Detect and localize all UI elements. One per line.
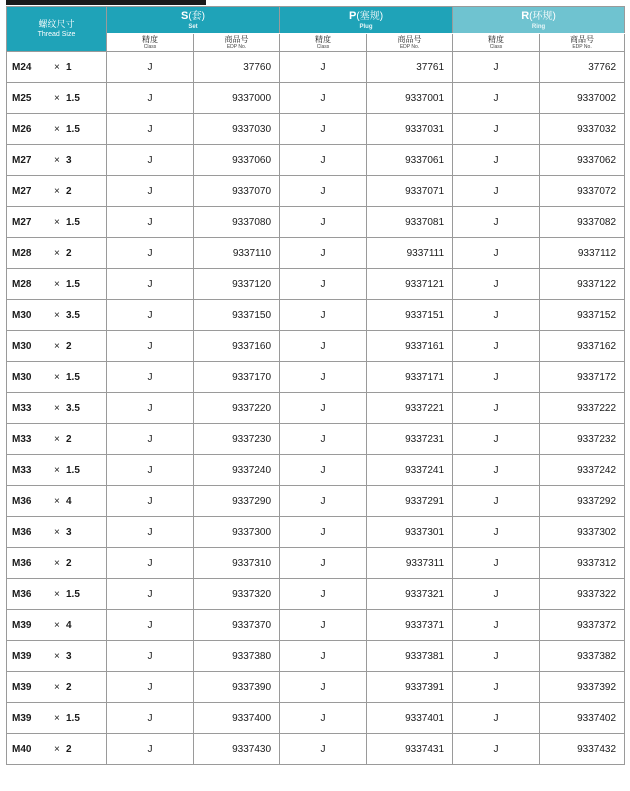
ring-edp-cell: 9337082	[540, 207, 625, 238]
plug-edp-cell: 9337221	[367, 393, 453, 424]
thread-pitch: 3	[66, 154, 72, 166]
plug-class-cell: J	[280, 517, 367, 548]
edp-en: EDP No.	[399, 44, 420, 50]
set-zh: (套)	[188, 10, 206, 22]
set-edp-cell: 9337120	[194, 269, 280, 300]
plug-group-header	[280, 7, 453, 34]
thread-size-cell	[7, 424, 107, 455]
thread-pitch: 3.5	[66, 309, 80, 321]
set-class-cell: J	[107, 734, 194, 765]
plug-class-cell: J	[280, 300, 367, 331]
set-class-cell: J	[107, 331, 194, 362]
thread-diameter: M26	[12, 123, 32, 135]
ring-edp-cell: 9337032	[540, 114, 625, 145]
times-sign: ×	[54, 557, 60, 569]
plug-edp-cell: 9337171	[367, 362, 453, 393]
set-edp-cell: 9337320	[194, 579, 280, 610]
ring-class-cell: J	[453, 424, 540, 455]
times-sign: ×	[54, 464, 60, 476]
plug-edp-cell: 9337061	[367, 145, 453, 176]
ring-edp-cell: 9337162	[540, 331, 625, 362]
ring-class-cell: J	[453, 610, 540, 641]
plug-edp-cell: 9337071	[367, 176, 453, 207]
times-sign: ×	[54, 123, 60, 135]
thread-pitch: 1.5	[66, 92, 80, 104]
edp-zh: 商品号	[224, 35, 249, 44]
set-class-cell: J	[107, 145, 194, 176]
plug-class-cell: J	[280, 176, 367, 207]
edp-en: EDP No.	[572, 44, 592, 50]
times-sign: ×	[54, 216, 60, 228]
plug-class-cell: J	[280, 52, 367, 83]
class-en: Class	[316, 44, 330, 50]
plug-class-cell: J	[280, 269, 367, 300]
ring-class-cell: J	[453, 269, 540, 300]
set-class-cell: J	[107, 176, 194, 207]
table-row	[7, 455, 625, 486]
thread-diameter: M39	[12, 712, 32, 724]
thread-size-cell	[7, 52, 107, 83]
thread-diameter: M28	[12, 247, 32, 259]
class-zh: 精度	[315, 35, 332, 44]
table-row	[7, 207, 625, 238]
table-row	[7, 424, 625, 455]
ring-edp-cell: 9337152	[540, 300, 625, 331]
ring-edp-cell: 37762	[540, 52, 625, 83]
ring-class-cell: J	[453, 641, 540, 672]
set-letter: S	[181, 9, 189, 22]
ring-class-cell: J	[453, 238, 540, 269]
plug-edp-cell: 9337391	[367, 672, 453, 703]
ring-edp-header	[540, 34, 625, 52]
thread-size-cell	[7, 393, 107, 424]
set-class-cell: J	[107, 362, 194, 393]
set-class-cell: J	[107, 455, 194, 486]
plug-class-header	[280, 34, 367, 52]
times-sign: ×	[54, 619, 60, 631]
plug-class-cell: J	[280, 238, 367, 269]
times-sign: ×	[54, 340, 60, 352]
ring-class-cell: J	[453, 486, 540, 517]
ring-class-cell: J	[453, 393, 540, 424]
thread-diameter: M27	[12, 216, 32, 228]
table-row	[7, 734, 625, 765]
ring-class-cell: J	[453, 114, 540, 145]
thread-diameter: M30	[12, 309, 32, 321]
times-sign: ×	[54, 743, 60, 755]
thread-size-cell	[7, 83, 107, 114]
plug-class-cell: J	[280, 734, 367, 765]
thread-size-cell	[7, 548, 107, 579]
thread-size-cell	[7, 145, 107, 176]
ring-edp-cell: 9337242	[540, 455, 625, 486]
plug-edp-cell: 9337151	[367, 300, 453, 331]
table-row	[7, 331, 625, 362]
thread-size-cell	[7, 114, 107, 145]
thread-pitch: 1	[66, 61, 72, 73]
times-sign: ×	[54, 247, 60, 259]
set-class-cell: J	[107, 703, 194, 734]
set-edp-cell: 9337170	[194, 362, 280, 393]
plug-edp-cell: 9337081	[367, 207, 453, 238]
thread-size-cell	[7, 579, 107, 610]
thread-diameter: M30	[12, 371, 32, 383]
plug-edp-cell: 9337431	[367, 734, 453, 765]
plug-en: Plug	[359, 23, 373, 30]
times-sign: ×	[54, 433, 60, 445]
ring-class-cell: J	[453, 145, 540, 176]
ring-class-cell: J	[453, 703, 540, 734]
set-edp-cell: 9337070	[194, 176, 280, 207]
plug-edp-cell: 37761	[367, 52, 453, 83]
ring-class-header	[453, 34, 540, 52]
thread-diameter: M36	[12, 526, 32, 538]
plug-edp-cell: 9337321	[367, 579, 453, 610]
plug-edp-cell: 9337111	[367, 238, 453, 269]
plug-edp-cell: 9337401	[367, 703, 453, 734]
times-sign: ×	[54, 495, 60, 507]
thread-size-cell	[7, 517, 107, 548]
plug-edp-cell: 9337121	[367, 269, 453, 300]
set-class-cell: J	[107, 83, 194, 114]
thread-diameter: M33	[12, 464, 32, 476]
set-edp-cell: 9337030	[194, 114, 280, 145]
thread-size-cell	[7, 610, 107, 641]
thread-diameter: M28	[12, 278, 32, 290]
ring-class-cell: J	[453, 455, 540, 486]
set-edp-cell: 9337220	[194, 393, 280, 424]
times-sign: ×	[54, 712, 60, 724]
ring-edp-cell: 9337002	[540, 83, 625, 114]
ring-edp-cell: 9337322	[540, 579, 625, 610]
set-edp-cell: 9337390	[194, 672, 280, 703]
times-sign: ×	[54, 309, 60, 321]
set-class-cell: J	[107, 114, 194, 145]
thread-size-en: Thread Size	[37, 31, 76, 38]
ring-class-cell: J	[453, 517, 540, 548]
edp-zh: 商品号	[570, 35, 595, 44]
ring-edp-cell: 9337292	[540, 486, 625, 517]
table-row	[7, 641, 625, 672]
plug-class-cell: J	[280, 207, 367, 238]
thread-size-cell	[7, 176, 107, 207]
set-en: Set	[188, 23, 198, 30]
thread-size-cell	[7, 703, 107, 734]
table-row	[7, 114, 625, 145]
table-row	[7, 517, 625, 548]
table-row	[7, 300, 625, 331]
thread-pitch: 1.5	[66, 123, 80, 135]
plug-edp-cell: 9337291	[367, 486, 453, 517]
table-row	[7, 393, 625, 424]
thread-pitch: 1.5	[66, 464, 80, 476]
thread-diameter: M40	[12, 743, 32, 755]
set-edp-header	[194, 34, 280, 52]
ring-class-cell: J	[453, 331, 540, 362]
set-edp-cell: 9337400	[194, 703, 280, 734]
thread-pitch: 2	[66, 340, 72, 352]
thread-diameter: M39	[12, 619, 32, 631]
ring-class-cell: J	[453, 300, 540, 331]
ring-zh: (环规)	[529, 10, 556, 22]
set-edp-cell: 9337310	[194, 548, 280, 579]
ring-class-cell: J	[453, 207, 540, 238]
thread-size-cell	[7, 362, 107, 393]
table-row	[7, 672, 625, 703]
plug-edp-cell: 9337381	[367, 641, 453, 672]
set-edp-cell: 9337060	[194, 145, 280, 176]
thread-diameter: M39	[12, 681, 32, 693]
thread-pitch: 1.5	[66, 712, 80, 724]
set-edp-cell: 9337160	[194, 331, 280, 362]
plug-class-cell: J	[280, 362, 367, 393]
times-sign: ×	[54, 371, 60, 383]
table-row	[7, 610, 625, 641]
set-class-header	[107, 34, 194, 52]
table-row	[7, 362, 625, 393]
set-class-cell: J	[107, 238, 194, 269]
ring-class-cell: J	[453, 362, 540, 393]
ring-edp-cell: 9337072	[540, 176, 625, 207]
thread-pitch: 2	[66, 247, 72, 259]
thread-size-cell	[7, 486, 107, 517]
set-class-cell: J	[107, 610, 194, 641]
plug-edp-cell: 9337301	[367, 517, 453, 548]
ring-class-cell: J	[453, 548, 540, 579]
edp-en: EDP No.	[226, 44, 247, 50]
thread-diameter: M39	[12, 650, 32, 662]
set-edp-cell: 9337380	[194, 641, 280, 672]
times-sign: ×	[54, 185, 60, 197]
thread-diameter: M33	[12, 433, 32, 445]
set-edp-cell: 9337240	[194, 455, 280, 486]
thread-diameter: M36	[12, 588, 32, 600]
ring-edp-cell: 9337062	[540, 145, 625, 176]
thread-size-cell	[7, 734, 107, 765]
table-row	[7, 238, 625, 269]
set-edp-cell: 9337230	[194, 424, 280, 455]
ring-letter: R	[521, 9, 530, 22]
plug-class-cell: J	[280, 486, 367, 517]
times-sign: ×	[54, 92, 60, 104]
thread-diameter: M27	[12, 185, 32, 197]
set-class-cell: J	[107, 269, 194, 300]
set-class-cell: J	[107, 548, 194, 579]
class-zh: 精度	[142, 35, 158, 44]
set-edp-cell: 37760	[194, 52, 280, 83]
thread-pitch: 2	[66, 433, 72, 445]
ring-edp-cell: 9337392	[540, 672, 625, 703]
times-sign: ×	[54, 681, 60, 693]
set-edp-cell: 9337080	[194, 207, 280, 238]
plug-edp-header	[367, 34, 453, 52]
thread-size-cell	[7, 269, 107, 300]
times-sign: ×	[54, 650, 60, 662]
times-sign: ×	[54, 61, 60, 73]
table-row	[7, 548, 625, 579]
plug-letter: P	[349, 9, 357, 22]
set-class-cell: J	[107, 672, 194, 703]
plug-edp-cell: 9337241	[367, 455, 453, 486]
set-class-cell: J	[107, 52, 194, 83]
thread-pitch: 2	[66, 557, 72, 569]
thread-size-cell	[7, 455, 107, 486]
set-edp-cell: 9337150	[194, 300, 280, 331]
ring-edp-cell: 9337222	[540, 393, 625, 424]
plug-class-cell: J	[280, 114, 367, 145]
plug-class-cell: J	[280, 331, 367, 362]
set-edp-cell: 9337300	[194, 517, 280, 548]
ring-edp-cell: 9337372	[540, 610, 625, 641]
thread-pitch: 1.5	[66, 216, 80, 228]
plug-edp-cell: 9337001	[367, 83, 453, 114]
thread-size-cell	[7, 331, 107, 362]
thread-gauge-table	[6, 6, 625, 765]
plug-class-cell: J	[280, 610, 367, 641]
plug-edp-cell: 9337311	[367, 548, 453, 579]
table-row	[7, 579, 625, 610]
plug-zh: (塞规)	[356, 10, 384, 22]
table-row	[7, 486, 625, 517]
set-class-cell: J	[107, 207, 194, 238]
thread-pitch: 3	[66, 650, 72, 662]
plug-edp-cell: 9337231	[367, 424, 453, 455]
ring-group-header	[453, 7, 625, 34]
set-group-header	[107, 7, 280, 34]
ring-edp-cell: 9337302	[540, 517, 625, 548]
thread-diameter: M33	[12, 402, 32, 414]
plug-edp-cell: 9337031	[367, 114, 453, 145]
ring-class-cell: J	[453, 579, 540, 610]
set-class-cell: J	[107, 517, 194, 548]
thread-size-header	[7, 7, 107, 52]
thread-size-cell	[7, 207, 107, 238]
plug-class-cell: J	[280, 672, 367, 703]
edp-zh: 商品号	[397, 35, 422, 44]
plug-class-cell: J	[280, 83, 367, 114]
top-black-bar	[6, 0, 206, 5]
plug-class-cell: J	[280, 455, 367, 486]
thread-pitch: 3.5	[66, 402, 80, 414]
table-row	[7, 145, 625, 176]
ring-edp-cell: 9337312	[540, 548, 625, 579]
set-class-cell: J	[107, 393, 194, 424]
set-edp-cell: 9337290	[194, 486, 280, 517]
times-sign: ×	[54, 588, 60, 600]
ring-edp-cell: 9337112	[540, 238, 625, 269]
ring-edp-cell: 9337172	[540, 362, 625, 393]
ring-edp-cell: 9337382	[540, 641, 625, 672]
ring-class-cell: J	[453, 672, 540, 703]
thread-size-cell	[7, 672, 107, 703]
set-class-cell: J	[107, 579, 194, 610]
ring-class-cell: J	[453, 52, 540, 83]
thread-size-cell	[7, 300, 107, 331]
thread-diameter: M36	[12, 557, 32, 569]
set-edp-cell: 9337110	[194, 238, 280, 269]
thread-pitch: 1.5	[66, 588, 80, 600]
thread-pitch: 3	[66, 526, 72, 538]
times-sign: ×	[54, 278, 60, 290]
ring-class-cell: J	[453, 176, 540, 207]
table-header	[7, 7, 625, 52]
set-class-cell: J	[107, 486, 194, 517]
table-row	[7, 83, 625, 114]
thread-size-cell	[7, 238, 107, 269]
thread-pitch: 2	[66, 681, 72, 693]
thread-pitch: 4	[66, 619, 72, 631]
plug-edp-cell: 9337371	[367, 610, 453, 641]
set-class-cell: J	[107, 424, 194, 455]
plug-class-cell: J	[280, 548, 367, 579]
thread-diameter: M25	[12, 92, 32, 104]
table-body	[7, 52, 625, 765]
plug-class-cell: J	[280, 579, 367, 610]
class-en: Class	[143, 44, 157, 50]
thread-pitch: 1.5	[66, 278, 80, 290]
plug-edp-cell: 9337161	[367, 331, 453, 362]
times-sign: ×	[54, 154, 60, 166]
class-en: Class	[489, 44, 503, 50]
times-sign: ×	[54, 526, 60, 538]
ring-edp-cell: 9337432	[540, 734, 625, 765]
ring-edp-cell: 9337122	[540, 269, 625, 300]
thread-diameter: M30	[12, 340, 32, 352]
set-class-cell: J	[107, 641, 194, 672]
table-row	[7, 269, 625, 300]
set-edp-cell: 9337370	[194, 610, 280, 641]
table-row	[7, 703, 625, 734]
thread-pitch: 4	[66, 495, 72, 507]
ring-en: Ring	[531, 23, 546, 30]
thread-pitch: 2	[66, 185, 72, 197]
plug-class-cell: J	[280, 424, 367, 455]
thread-size-zh: 螺纹尺寸	[38, 19, 75, 29]
set-edp-cell: 9337430	[194, 734, 280, 765]
times-sign: ×	[54, 402, 60, 414]
thread-diameter: M36	[12, 495, 32, 507]
plug-class-cell: J	[280, 641, 367, 672]
set-class-cell: J	[107, 300, 194, 331]
thread-diameter: M27	[12, 154, 32, 166]
ring-class-cell: J	[453, 83, 540, 114]
ring-edp-cell: 9337232	[540, 424, 625, 455]
set-edp-cell: 9337000	[194, 83, 280, 114]
thread-pitch: 2	[66, 743, 72, 755]
thread-size-cell	[7, 641, 107, 672]
thread-diameter: M24	[12, 61, 32, 73]
ring-edp-cell: 9337402	[540, 703, 625, 734]
table-row	[7, 176, 625, 207]
class-zh: 精度	[488, 35, 505, 44]
plug-class-cell: J	[280, 393, 367, 424]
thread-pitch: 1.5	[66, 371, 80, 383]
plug-class-cell: J	[280, 145, 367, 176]
ring-class-cell: J	[453, 734, 540, 765]
table-row	[7, 52, 625, 83]
plug-class-cell: J	[280, 703, 367, 734]
